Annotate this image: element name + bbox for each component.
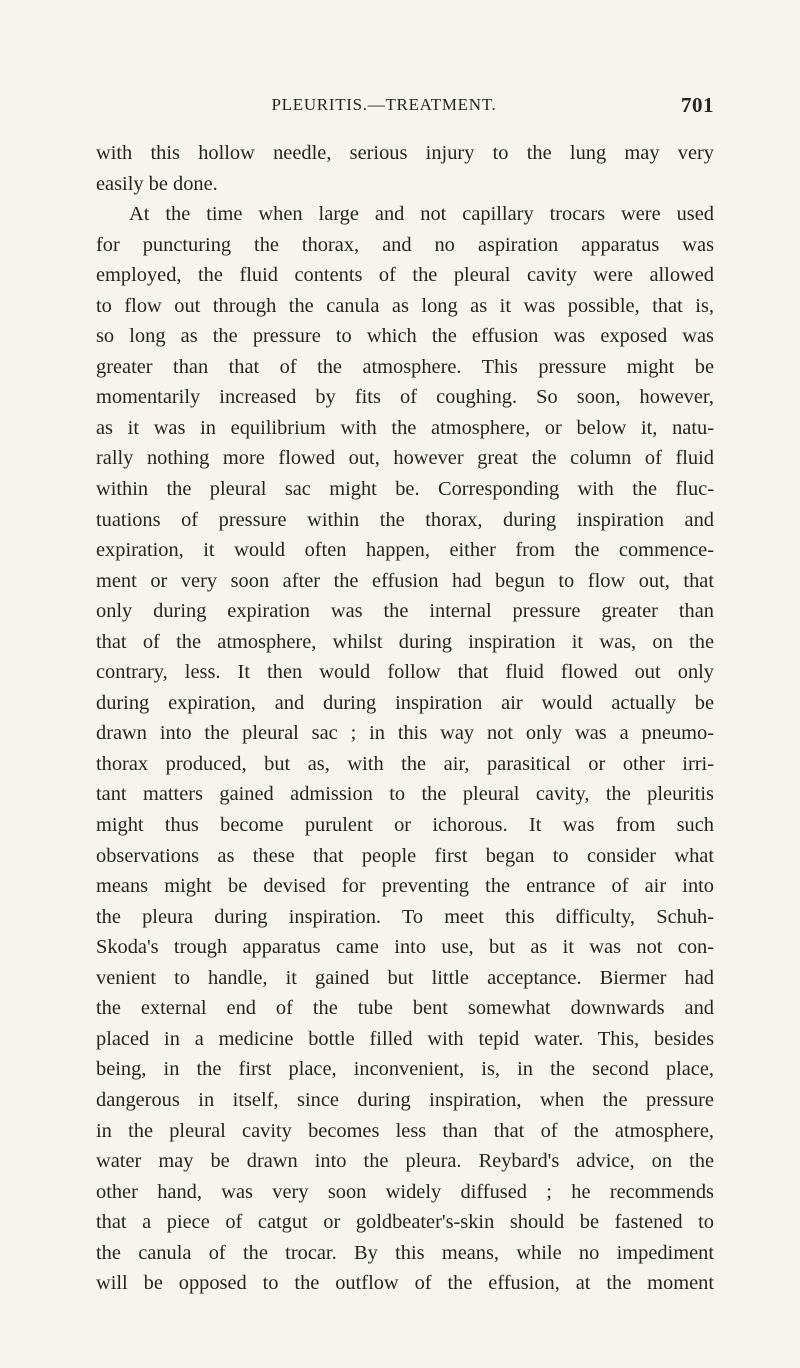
text-line: expiration, it would often happen, either from the commence- bbox=[96, 539, 714, 562]
text-line: employed, the fluid contents of the pleural cavity were allowed bbox=[96, 264, 714, 287]
body-text bbox=[96, 138, 714, 1299]
text-line: during expiration, and during inspiration air would actually be bbox=[96, 691, 714, 714]
text-line: observations as these that people first began to consider what bbox=[96, 844, 714, 867]
text-line: being, in the first place, inconvenient, is, in the second place, bbox=[96, 1058, 714, 1081]
text-line: greater than that of the atmosphere. This pressure might be bbox=[96, 355, 714, 378]
running-title: PLEURITIS.—TREATMENT. bbox=[271, 95, 497, 114]
text-line: the external end of the tube bent somewhat downwards and bbox=[96, 997, 714, 1020]
page-number: 701 bbox=[681, 93, 714, 117]
text-line: Skoda's trough apparatus came into use, but as it was not con- bbox=[96, 936, 714, 959]
text-line: tant matters gained admission to the pleural cavity, the pleuritis bbox=[96, 783, 714, 806]
text-line: for puncturing the thorax, and no aspiration apparatus was bbox=[96, 233, 714, 256]
text-line: drawn into the pleural sac ; in this way not only was a pneumo- bbox=[96, 722, 714, 745]
text-line: the canula of the trocar. By this means, while no impediment bbox=[96, 1241, 714, 1264]
text-line: within the pleural sac might be. Corresponding with the fluc- bbox=[96, 478, 714, 501]
text-line: dangerous in itself, since during inspiration, when the pressure bbox=[96, 1088, 714, 1111]
text-line: thorax produced, but as, with the air, parasitical or other irri- bbox=[96, 752, 714, 775]
text-line: easily be done. bbox=[96, 172, 218, 195]
text-line: ment or very soon after the effusion had begun to flow out, that bbox=[96, 569, 714, 592]
text-line: means might be devised for preventing the entrance of air into bbox=[96, 875, 714, 898]
text-line: the pleura during inspiration. To meet this difficulty, Schuh- bbox=[96, 905, 714, 928]
text-line: tuations of pressure within the thorax, during inspiration and bbox=[96, 508, 714, 531]
text-line: that of the atmosphere, whilst during inspiration it was, on the bbox=[96, 630, 714, 653]
text-line: might thus become purulent or ichorous. It was from such bbox=[96, 814, 714, 837]
text-line: water may be drawn into the pleura. Reybard's advice, on the bbox=[96, 1150, 714, 1173]
text-line: as it was in equilibrium with the atmosphere, or below it, natu- bbox=[96, 416, 714, 439]
text-line: venient to handle, it gained but little acceptance. Biermer had bbox=[96, 966, 714, 989]
text-line: rally nothing more flowed out, however great the column of fluid bbox=[96, 447, 714, 470]
text-line: that a piece of catgut or goldbeater's-skin should be fastened to bbox=[96, 1211, 714, 1234]
text-line: At the time when large and not capillary trocars were used bbox=[129, 203, 714, 226]
text-line: will be opposed to the outflow of the effusion, at the moment bbox=[96, 1272, 714, 1295]
text-line: contrary, less. It then would follow that fluid flowed out only bbox=[96, 661, 714, 684]
text-line: momentarily increased by fits of coughing. So soon, however, bbox=[96, 386, 714, 409]
running-head bbox=[94, 90, 714, 120]
text-line: other hand, was very soon widely diffused ; he recommends bbox=[96, 1180, 714, 1203]
text-line: only during expiration was the internal pressure greater than bbox=[96, 600, 714, 623]
text-line: to flow out through the canula as long as it was possible, that is, bbox=[96, 294, 714, 317]
text-line: placed in a medicine bottle filled with tepid water. This, besides bbox=[96, 1027, 714, 1050]
text-line: so long as the pressure to which the effusion was exposed was bbox=[96, 325, 714, 348]
text-line: in the pleural cavity becomes less than that of the atmosphere, bbox=[96, 1119, 714, 1142]
text-line: with this hollow needle, serious injury to the lung may very bbox=[96, 142, 714, 164]
